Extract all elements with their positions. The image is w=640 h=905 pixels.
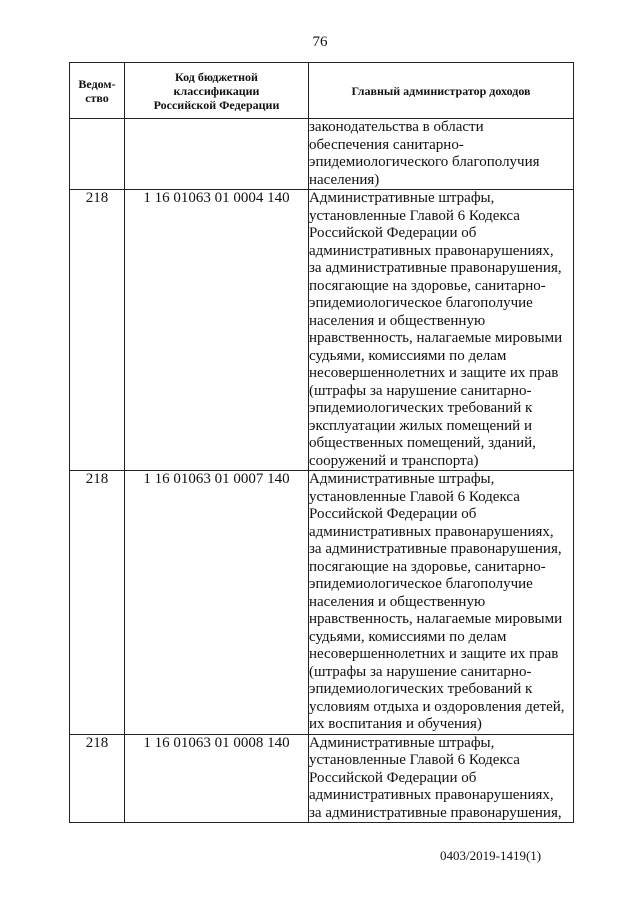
header-code-line: Код бюджетной — [175, 69, 258, 84]
department-code-cell — [70, 119, 125, 190]
description-line: Административные штрафы, — [309, 734, 495, 751]
description-line: за административные правонарушения, — [309, 541, 562, 557]
description-line: (штрафы за нарушение санитарно- — [309, 663, 532, 680]
table-row — [70, 734, 574, 823]
administrator-description-cell — [309, 471, 574, 735]
budget-classification-code-cell: 1 16 01063 01 0007 140 — [125, 471, 309, 735]
description-line: несовершеннолетних и защите их прав — [309, 365, 559, 381]
description-line: населения и общественную — [309, 593, 486, 610]
header-administrator: Главный администратор доходов — [309, 63, 574, 119]
description-line: судьями, комиссиями по делам — [309, 347, 507, 364]
description-line: сооружений и транспорта) — [309, 452, 479, 469]
department-code-cell: 218 — [70, 734, 125, 823]
document-registration-code: 0403/2019-1419(1) — [440, 848, 542, 863]
budget-classification-code-cell: 1 16 01063 01 0004 140 — [125, 190, 309, 471]
description-line: административных правонарушениях, — [309, 242, 554, 259]
description-line: эпидемиологического благополучия — [309, 154, 540, 170]
description-line: населения и общественную — [309, 312, 486, 329]
header-budget-code — [125, 63, 309, 119]
table-row — [70, 119, 574, 190]
description-line: Российской Федерации об — [309, 506, 477, 522]
description-line: несовершеннолетних и защите их прав — [309, 646, 559, 662]
revenue-admin-table — [69, 62, 574, 823]
description-line: установленные Главой 6 Кодекса — [309, 752, 520, 768]
budget-classification-code-cell: 1 16 01063 01 0008 140 — [125, 734, 309, 823]
header-code-line: классификации — [173, 83, 260, 98]
description-line: нравственность, налагаемые мировыми — [309, 330, 563, 346]
description-line: эпидемиологических требований к — [309, 681, 533, 697]
description-line: их воспитания и обучения) — [309, 716, 482, 732]
description-line: судьями, комиссиями по делам — [309, 628, 507, 645]
description-line: Российской Федерации об — [309, 225, 477, 241]
description-line: за административные правонарушения, — [309, 260, 562, 276]
description-line: общественных помещений, зданий, — [309, 435, 536, 451]
table-row — [70, 471, 574, 735]
description-line: посягающие на здоровье, санитарно- — [309, 558, 546, 575]
description-line: (штрафы за нарушение санитарно- — [309, 382, 532, 399]
description-line: эксплуатации жилых помещений и — [309, 417, 532, 434]
description-line: административных правонарушениях, — [309, 523, 554, 540]
department-code-cell: 218 — [70, 190, 125, 471]
description-line: эпидемиологическое благополучие — [309, 576, 533, 592]
description-line: за административные правонарушения, — [309, 804, 562, 821]
description-line: Российской Федерации об — [309, 769, 477, 786]
description-line: эпидемиологическое благополучие — [309, 295, 533, 311]
administrator-description-cell — [309, 734, 574, 823]
description-line: посягающие на здоровье, санитарно- — [309, 277, 546, 294]
budget-classification-code-cell — [125, 119, 309, 190]
description-line: законодательства в области — [309, 119, 484, 135]
description-line: установленные Главой 6 Кодекса — [309, 207, 520, 224]
administrator-description-cell — [309, 119, 574, 190]
description-line: нравственность, налагаемые мировыми — [309, 611, 563, 627]
header-code-line: Российской Федерации — [153, 97, 280, 112]
header-department-line: ство — [85, 90, 109, 105]
page-number: 76 — [312, 34, 328, 50]
description-line: обеспечения санитарно- — [309, 136, 464, 153]
description-line: административных правонарушениях, — [309, 787, 554, 803]
department-code-cell: 218 — [70, 471, 125, 735]
administrator-description-cell — [309, 190, 574, 471]
description-line: Административные штрафы, — [309, 471, 495, 487]
description-line: установленные Главой 6 Кодекса — [309, 488, 520, 505]
description-line: Административные штрафы, — [309, 190, 495, 206]
description-line: условиям отдыха и оздоровления детей, — [309, 698, 565, 715]
description-line: населения) — [309, 171, 380, 188]
header-department — [70, 63, 125, 119]
header-department-line: Ведом- — [78, 76, 116, 91]
table-row — [70, 190, 574, 471]
description-line: эпидемиологических требований к — [309, 400, 533, 416]
table-header-row — [70, 63, 574, 119]
